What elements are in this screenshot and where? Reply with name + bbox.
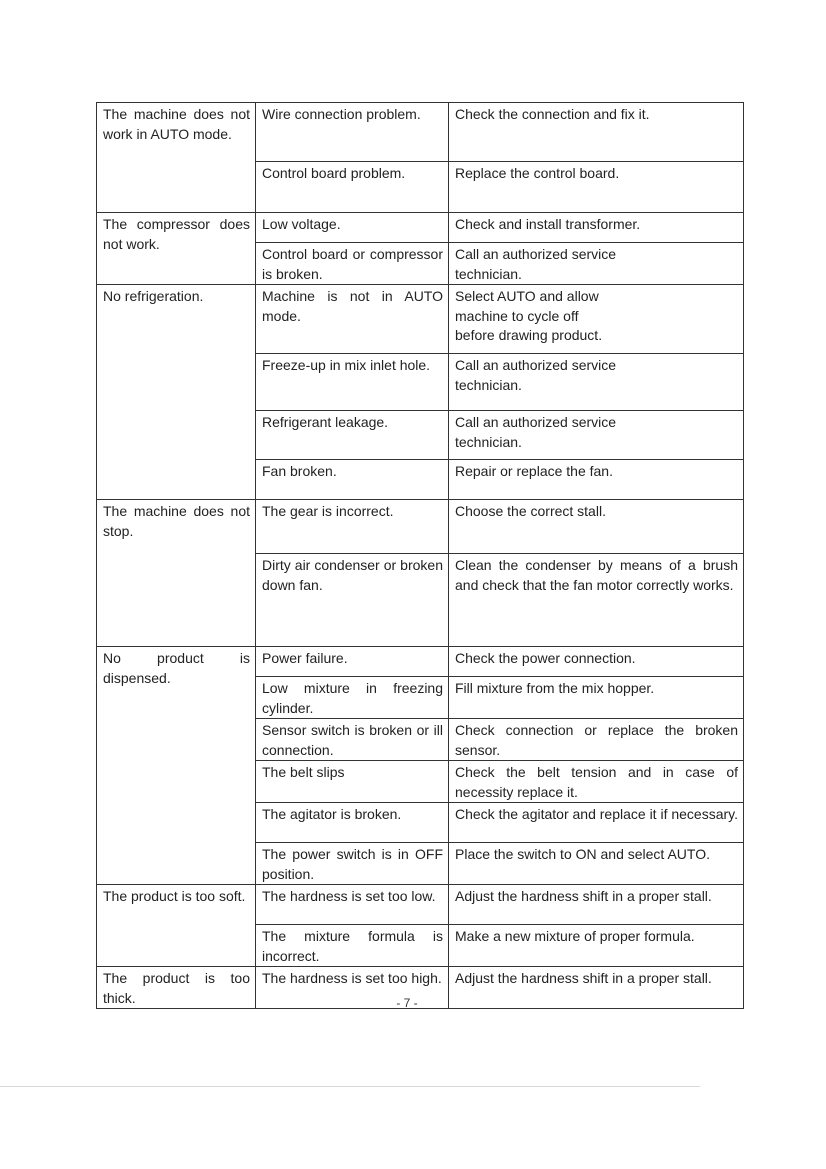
- cause-cell: The hardness is set too low.: [256, 885, 449, 925]
- solution-line: Adjust the hardness shift in a proper stall.: [455, 888, 712, 904]
- cause-cell: Refrigerant leakage.: [256, 411, 449, 460]
- solution-line: Choose the correct stall.: [455, 503, 606, 519]
- cause-cell: Control board or compressor is broken.: [256, 243, 449, 285]
- cause-cell: The belt slips: [256, 761, 449, 803]
- solution-line: Place the switch to ON and select AUTO.: [455, 846, 710, 862]
- scan-divider: [0, 1086, 700, 1087]
- solution-cell: [449, 213, 744, 243]
- cause-cell: Wire connection problem.: [256, 103, 449, 162]
- cause-cell: The hardness is set too high.: [256, 967, 449, 1009]
- table-row: [97, 103, 744, 162]
- cause-cell: Sensor switch is broken or ill connection.: [256, 719, 449, 761]
- solution-line: Check the power connection.: [455, 650, 636, 666]
- cause-cell: The gear is incorrect.: [256, 500, 449, 554]
- solution-line: technician.: [455, 376, 522, 393]
- problem-cell: No product is dispensed.: [97, 647, 256, 885]
- solution-line: Check the belt tension and in case of necessity replace it.: [455, 764, 738, 800]
- problem-cell: The machine does not stop.: [97, 500, 256, 647]
- cause-cell: The agitator is broken.: [256, 803, 449, 843]
- table-row: [97, 500, 744, 554]
- solution-cell: [449, 243, 744, 285]
- solution-line: technician.: [455, 433, 522, 450]
- solution-line: Check connection or replace the broken sensor.: [455, 722, 738, 758]
- solution-line: Check the agitator and replace it if necessary.: [455, 806, 739, 822]
- solution-cell: [449, 677, 744, 719]
- cause-cell: The power switch is in OFF position.: [256, 843, 449, 885]
- table-row: [97, 885, 744, 925]
- solution-line: before drawing product.: [455, 327, 603, 343]
- solution-line: Repair or replace the fan.: [455, 463, 613, 479]
- solution-cell: [449, 500, 744, 554]
- solution-line: Adjust the hardness shift in a proper stall.: [455, 970, 712, 986]
- page-number: - 7 -: [396, 996, 418, 1010]
- solution-cell: [449, 885, 744, 925]
- solution-cell: [449, 103, 744, 162]
- solution-cell: [449, 719, 744, 761]
- problem-cell: No refrigeration.: [97, 285, 256, 500]
- solution-cell: [449, 285, 744, 354]
- solution-cell: [449, 162, 744, 213]
- troubleshooting-table: [96, 102, 744, 1009]
- solution-line: Select AUTO and allow: [455, 288, 599, 304]
- solution-line: machine to cycle off: [455, 307, 579, 324]
- solution-line: Clean the condenser by means of a brush and check that the fan motor correctly works.: [455, 557, 738, 593]
- solution-cell: [449, 647, 744, 677]
- solution-line: Check the connection and fix it.: [455, 106, 650, 122]
- solution-line: Fill mixture from the mix hopper.: [455, 680, 655, 696]
- solution-cell: [449, 554, 744, 647]
- problem-cell: The product is too soft.: [97, 885, 256, 967]
- solution-cell: [449, 843, 744, 885]
- cause-cell: Machine is not in AUTO mode.: [256, 285, 449, 354]
- solution-line: Call an authorized service: [455, 414, 617, 430]
- problem-cell: The product is too thick.: [97, 967, 256, 1009]
- solution-cell: [449, 925, 744, 967]
- table-row: [97, 647, 744, 677]
- cause-cell: Low mixture in freezing cylinder.: [256, 677, 449, 719]
- problem-cell: The compressor does not work.: [97, 213, 256, 285]
- solution-line: Call an authorized service: [455, 357, 617, 373]
- solution-line: technician.: [455, 265, 522, 282]
- cause-cell: Fan broken.: [256, 460, 449, 500]
- cause-cell: Freeze-up in mix inlet hole.: [256, 354, 449, 411]
- cause-cell: Control board problem.: [256, 162, 449, 213]
- table-row: [97, 285, 744, 354]
- cause-cell: Power failure.: [256, 647, 449, 677]
- solution-line: Replace the control board.: [455, 165, 620, 181]
- solution-cell: [449, 354, 744, 411]
- solution-cell: [449, 803, 744, 843]
- solution-line: Check and install transformer.: [455, 216, 641, 232]
- solution-cell: [449, 411, 744, 460]
- solution-cell: [449, 761, 744, 803]
- solution-line: Make a new mixture of proper formula.: [455, 928, 695, 944]
- solution-cell: [449, 460, 744, 500]
- problem-cell: The machine does not work in AUTO mode.: [97, 103, 256, 213]
- cause-cell: The mixture formula is incorrect.: [256, 925, 449, 967]
- cause-cell: Low voltage.: [256, 213, 449, 243]
- table-row: [97, 213, 744, 243]
- solution-line: Call an authorized service: [455, 246, 617, 262]
- cause-cell: Dirty air condenser or broken down fan.: [256, 554, 449, 647]
